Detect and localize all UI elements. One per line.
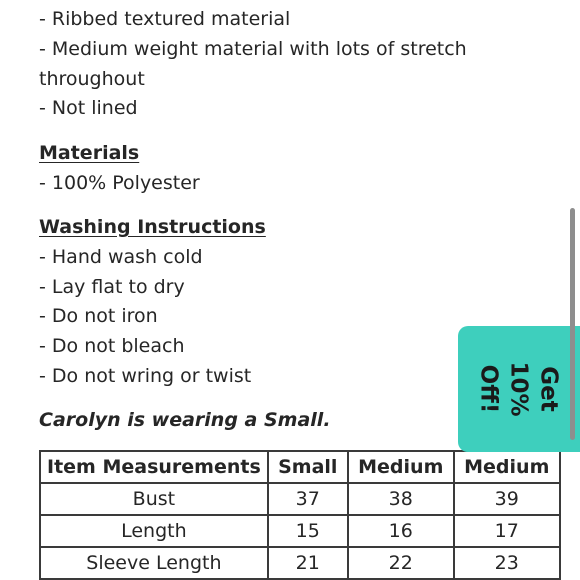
- column-header: Small: [268, 451, 348, 483]
- table-cell: Bust: [40, 483, 268, 515]
- table-row: [40, 515, 560, 547]
- washing-heading: Washing Instructions: [39, 216, 266, 238]
- table-cell: 15: [268, 515, 348, 547]
- materials-line: - 100% Polyester: [39, 172, 200, 194]
- feature-line: - Medium weight material with lots of stretch: [39, 38, 467, 60]
- column-header: Item Measurements: [40, 451, 268, 483]
- size-chart-table: [39, 450, 561, 580]
- feature-line: - Not lined: [39, 97, 138, 119]
- column-header: Medium: [454, 451, 560, 483]
- washing-line: - Do not wring or twist: [39, 365, 252, 387]
- page-scrollbar[interactable]: [570, 208, 575, 440]
- materials-heading: Materials: [39, 142, 140, 164]
- table-cell: 23: [454, 547, 560, 579]
- washing-line: - Lay flat to dry: [39, 276, 185, 298]
- table-header-row: [40, 451, 560, 483]
- washing-line: - Do not iron: [39, 305, 158, 327]
- discount-promo-tab[interactable]: [458, 326, 580, 452]
- table-cell: 37: [268, 483, 348, 515]
- table-cell: 17: [454, 515, 560, 547]
- table-cell: Length: [40, 515, 268, 547]
- promo-line: 10%: [506, 361, 532, 417]
- table-cell: 22: [348, 547, 454, 579]
- promo-label: [474, 361, 564, 416]
- feature-line: throughout: [39, 68, 145, 90]
- table-cell: 39: [454, 483, 560, 515]
- table-row: [40, 547, 560, 579]
- promo-line: Get: [536, 366, 562, 412]
- column-header: Medium: [348, 451, 454, 483]
- model-size-note: Carolyn is wearing a Small.: [39, 409, 331, 431]
- washing-line: - Hand wash cold: [39, 246, 203, 268]
- table-cell: 21: [268, 547, 348, 579]
- table-cell: 16: [348, 515, 454, 547]
- feature-line: - Ribbed textured material: [39, 8, 291, 30]
- table-cell: 38: [348, 483, 454, 515]
- washing-line: - Do not bleach: [39, 335, 185, 357]
- table-row: [40, 483, 560, 515]
- promo-line: Off!: [476, 364, 502, 414]
- table-cell: Sleeve Length: [40, 547, 268, 579]
